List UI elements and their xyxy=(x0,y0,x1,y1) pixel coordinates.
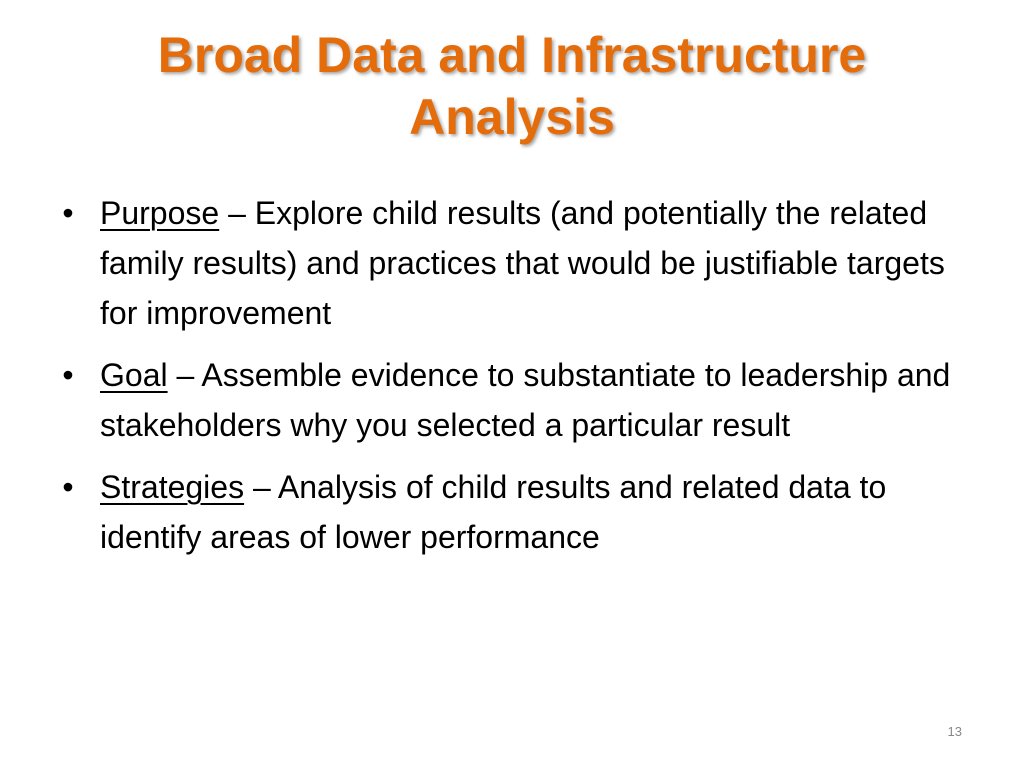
slide-title-line-1: Broad Data and Infrastructure xyxy=(157,27,867,83)
bullet-icon: • xyxy=(62,469,74,505)
bullet-text: – Analysis of child results and related data to identify areas of lower performance xyxy=(100,469,887,555)
page-number: 13 xyxy=(947,724,962,739)
bullet-term: Purpose xyxy=(100,195,220,231)
bullet-term: Strategies xyxy=(100,469,245,505)
bullet-text: – Explore child results (and potentially the related family results) and practices that would be justifiable targets for improvement xyxy=(100,195,945,331)
bullet-term: Goal xyxy=(100,357,168,393)
bullet-list xyxy=(58,188,958,574)
slide-title xyxy=(0,24,1024,148)
bullet-item-purpose xyxy=(58,188,958,338)
bullet-item-goal xyxy=(58,350,958,450)
bullet-icon: • xyxy=(62,357,74,393)
bullet-icon: • xyxy=(62,195,74,231)
slide-title-line-2: Analysis xyxy=(409,89,615,145)
bullet-text: – Assemble evidence to substantiate to leadership and stakeholders why you selected a particular result xyxy=(100,357,951,443)
bullet-item-strategies xyxy=(58,462,958,562)
